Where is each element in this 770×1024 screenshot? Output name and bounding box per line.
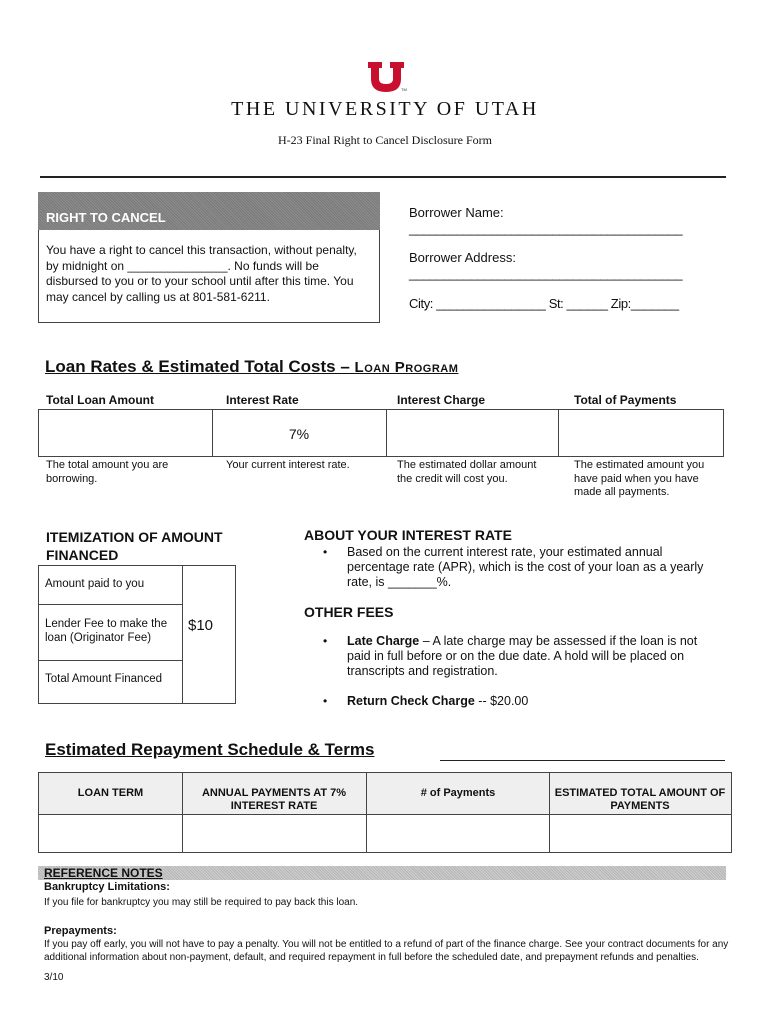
amount-paid-label: Amount paid to you [45,578,145,590]
university-name: THE UNIVERSITY OF UTAH [231,98,539,120]
total-amount-financed-label: Total Amount Financed [45,673,162,685]
other-fees-title: OTHER FEES [304,604,394,620]
estimated-total-header: ESTIMATED TOTAL AMOUNT OF PAYMENTS [554,787,726,812]
number-of-payments-header: # of Payments [420,787,496,799]
form-version: 3/10 [44,972,64,983]
interest-rate-description: Your current interest rate. [226,459,350,471]
borrower-address-label: Borrower Address: [409,250,516,265]
borrower-name-label: Borrower Name: [409,205,504,220]
university-u-logo [367,62,405,92]
borrower-address-field[interactable]: ________________________________________ [409,266,683,281]
loan-term-header: LOAN TERM [77,787,144,799]
repayment-schedule-title: Estimated Repayment Schedule & Terms [45,740,375,759]
late-charge-text: Late Charge – A late charge may be assessed if the loan is not paid in full before or on the due date. A hold will be placed on transcripts and registration. [347,634,698,678]
reference-notes-title: REFERENCE NOTES [44,866,163,880]
itemization-title: ITEMIZATION OF AMOUNT FINANCED [46,529,223,563]
apr-bullet-text: Based on the current interest rate, your estimated annual percentage rate (APR), which is the cost of your loan as a yearly rate, is _______%. [347,545,704,589]
bullet-icon: • [323,545,328,559]
lender-fee-label: Lender Fee to make the loan (Originator Fee) [45,618,168,644]
lender-fee-value: $10 [188,617,214,634]
prepayments-title: Prepayments: [44,925,117,937]
repayment-table [38,772,732,853]
form-title: H-23 Final Right to Cancel Disclosure Form [278,133,492,147]
bullet-icon: • [323,694,328,708]
header-divider [40,176,726,178]
interest-rate-cell: 7% [288,426,310,442]
total-loan-amount-header: Total Loan Amount [46,393,154,407]
prepayments-text: If you pay off early, you will not have to pay a penalty. You will not be entitled to a refund of part of the finance charge. See your contract documents for any additional information about non-payment, default, and required repayment in full before the scheduled date, and prepayment refunds and penalties. [44,939,729,963]
bullet-icon: • [323,634,328,648]
right-to-cancel-text: You have a right to cancel this transaction, without penalty, by midnight on _______________. No funds will be disbursed to you or to your school until after this time. You may cancel by calling us at 801-581-6211. [46,243,357,304]
about-interest-rate-title: ABOUT YOUR INTEREST RATE [304,527,512,543]
annual-payments-header: ANNUAL PAYMENTS AT 7% INTEREST RATE [201,787,347,812]
repayment-title-rule [440,760,725,761]
total-loan-amount-description: The total amount you are borrowing. [46,459,169,485]
borrower-name-field[interactable]: ________________________________________ [409,221,683,236]
return-check-charge-text: Return Check Charge -- $20.00 [347,694,529,708]
right-to-cancel-title: RIGHT TO CANCEL [46,210,166,225]
interest-charge-header: Interest Charge [397,393,486,407]
bankruptcy-title: Bankruptcy Limitations: [44,881,170,893]
interest-charge-description: The estimated dollar amount the credit will cost you. [397,459,537,485]
bankruptcy-text: If you file for bankruptcy you may still be required to pay back this loan. [44,897,359,908]
interest-rate-header: Interest Rate [226,393,299,407]
total-of-payments-description: The estimated amount you have paid when you have made all payments. [574,459,705,498]
svg-text:TM: TM [401,87,407,92]
total-of-payments-header: Total of Payments [574,393,677,407]
borrower-city-state-zip-field[interactable]: City: ________________ St: ______ Zip:_______ [409,296,679,311]
loan-rates-title: Loan Rates & Estimated Total Costs – Loan Program [45,357,459,376]
